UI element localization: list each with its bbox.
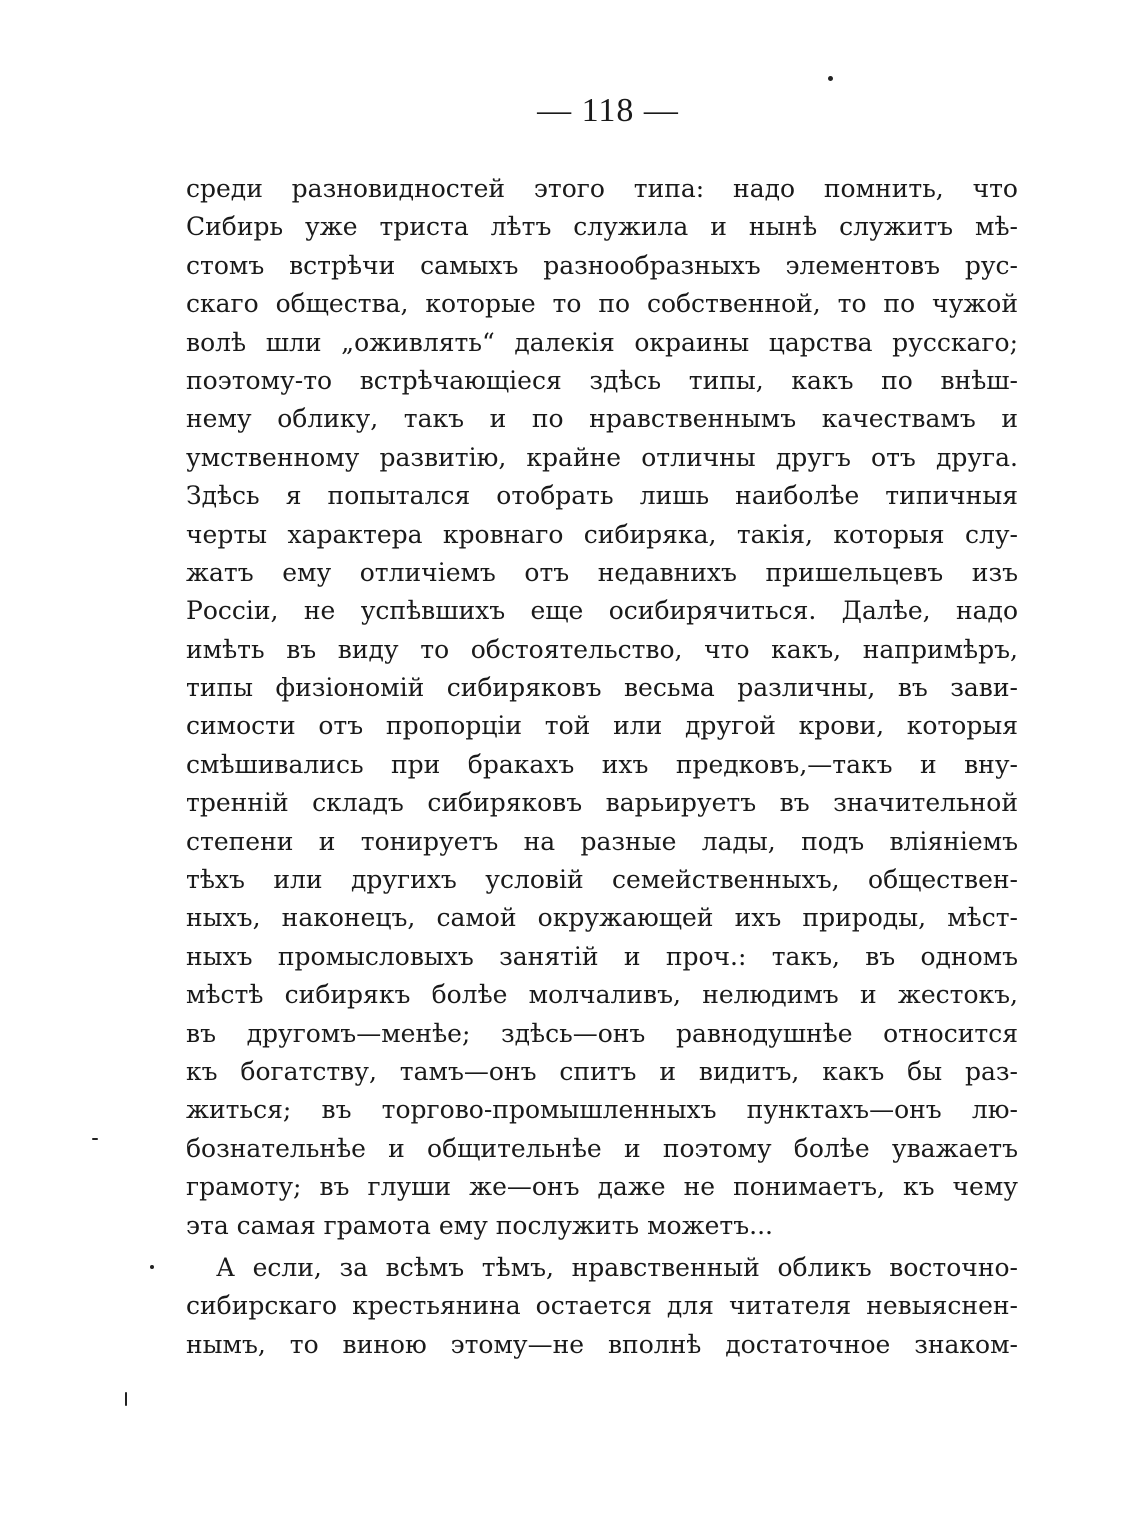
text-line: А если, за всѣмъ тѣмъ, нравственный обликъ восточно- [216, 1252, 1018, 1282]
text-line: ныхъ промысловыхъ занятій и проч.: такъ, въ одномъ [186, 941, 1018, 971]
text-line: тѣхъ или другихъ условій семейственныхъ, обществен- [186, 865, 1018, 895]
text-line: нымъ, то виною этому—не вполнѣ достаточное знаком- [186, 1329, 1018, 1359]
text-line: нему облику, такъ и по нравственнымъ качествамъ и [186, 404, 1018, 434]
paragraph-2 [186, 1249, 1018, 1364]
text-line: смѣшивались при бракахъ ихъ предковъ,—такъ и вну- [186, 749, 1018, 779]
text-line: грамоту; въ глуши же—онъ даже не понимаетъ, къ чему [186, 1172, 1018, 1202]
text-line: бознательнѣе и общительнѣе и поэтому болѣе уважаетъ [186, 1133, 1018, 1163]
text-line: Россіи, не успѣвшихъ еще осибирячиться. Далѣе, надо [186, 596, 1018, 626]
text-line: среди разновидностей этого типа: надо помнить, что [186, 174, 1018, 203]
text-line: имѣть въ виду то обстоятельство, что какъ, напримѣръ, [186, 634, 1018, 664]
text-line: симости отъ пропорціи той или другой крови, которыя [186, 711, 1018, 741]
text-line: тренній складъ сибиряковъ варьируетъ въ значительной [186, 788, 1018, 818]
scan-speck [125, 1392, 127, 1406]
text-line: сибирскаго крестьянина остается для читателя невыяснен- [186, 1291, 1018, 1321]
text-line: эта самая грамота ему послужить можетъ... [186, 1210, 773, 1240]
scan-speck [92, 1138, 98, 1140]
text-line: стомъ встрѣчи самыхъ разнообразныхъ элементовъ рус- [186, 250, 1018, 280]
text-line: скаго общества, которые то по собственной, то по чужой [186, 289, 1018, 319]
text-line: къ богатству, тамъ—онъ спитъ и видитъ, какъ бы раз- [186, 1056, 1018, 1086]
scan-speck [150, 1265, 154, 1269]
text-line: жатъ ему отличіемъ отъ недавнихъ пришельцевъ изъ [186, 557, 1018, 587]
paragraph-1 [186, 170, 1018, 1245]
text-line: въ другомъ—менѣе; здѣсь—онъ равнодушнѣе относится [186, 1018, 1018, 1048]
text-line: степени и тонируетъ на разные лады, подъ вліяніемъ [186, 826, 1018, 856]
text-line: умственному развитію, крайне отличны другъ отъ друга. [186, 442, 1018, 472]
text-line: Здѣсь я попытался отобрать лишь наиболѣе типичныя [186, 481, 1018, 511]
text-line: волѣ шли „оживлять“ далекія окраины царства русскаго; [186, 327, 1018, 357]
text-line: черты характера кровнаго сибиряка, такія, которыя слу- [186, 519, 1018, 549]
page-number: — 118 — [537, 92, 679, 129]
text-line: житься; въ торгово-промышленныхъ пунктахъ—онъ лю- [186, 1095, 1018, 1125]
body-text [186, 170, 1018, 1364]
text-line: ныхъ, наконецъ, самой окружающей ихъ природы, мѣст- [186, 903, 1018, 933]
text-line: типы физіономій сибиряковъ весьма различны, въ зави- [186, 673, 1018, 703]
scan-speck [828, 76, 833, 81]
text-line: мѣстѣ сибирякъ болѣе молчаливъ, нелюдимъ и жестокъ, [186, 980, 1018, 1010]
text-line: поэтому-то встрѣчающіеся здѣсь типы, какъ по внѣш- [186, 365, 1018, 395]
text-line: Сибирь уже триста лѣтъ служила и нынѣ служитъ мѣ- [186, 212, 1018, 242]
